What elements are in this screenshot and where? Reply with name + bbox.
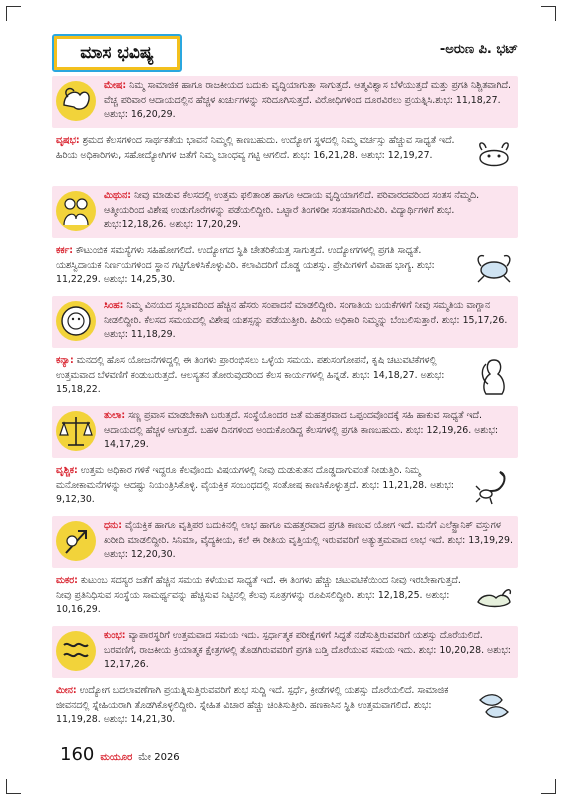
crab-icon: [472, 244, 516, 288]
forecast-text: ವೈಯಕ್ತಿಕ ಹಾಗೂ ವೃತ್ತಿಪರ ಬದುಕಿನಲ್ಲಿ ಲಾಭ ಹಾಗೂ ಮಹತ್ತರವಾದ ಪ್ರಗತಿ ಕಾಣುವ ಯೋಗ ಇದೆ. ಮನೆಗೆ ಎಲೆಕ್ಟ್ರಾನಿಕ್ ವಸ್ತುಗಳ ಖರೀದಿ ಮಾಡಲಿದ್ದೀರಿ. ಸಿನಿಮಾ, ವೈದ್ಯಕೀಯ, ಕಲೆ ಈ ರೀತಿಯ ವೃತ್ತಿಯಲ್ಲಿ ಇರುವವರಿಗೆ ಅತ್ಯುತ್ತಮವಾದ ಲಾಭ ಇದೆ. ಶುಭ: 13,19,29. ಅಶುಭ: 12,20,30.: [104, 520, 513, 561]
forecast-text: ನೀವು ಮಾಡುವ ಕೆಲಸದಲ್ಲಿ ಉತ್ತಮ ಫಲಿತಾಂಶ ಹಾಗೂ ಆದಾಯ ವೃದ್ಧಿಯಾಗಲಿದೆ. ಪರಿವಾರದವರಿಂದ ಸಂತಸ ನೆಮ್ಮದಿ. ಆತ್ಮೀಯರಿಂದ ವಿಶೇಷ ಉಡುಗೊರೆಗಳನ್ನು ಪಡೆಯಲಿದ್ದೀರಿ. ಒಟ್ಟಾರೆ ತಿಂಗಳಿಡೀ ಸಂತಸವಾಗಿರುವಿರಿ. ವಿದ್ಯಾರ್ಥಿಗಳಿಗೆ ಶುಭ. ಶುಭ:12,18,26. ಅಶುಭ: 17,20,29.: [104, 190, 480, 231]
entry-text: [104, 79, 514, 125]
twins-icon: [54, 189, 98, 233]
sign-name: ಕುಂಭ:: [104, 630, 126, 641]
crop-mark-top-right: [541, 6, 556, 21]
page-title: ಮಾಸ ಭವಿಷ್ಯ: [52, 34, 182, 72]
sign-name: ಸಿಂಹ:: [104, 300, 124, 311]
sign-name: ತುಲಾ:: [104, 410, 126, 421]
horoscope-entry: [52, 461, 518, 513]
entry-text: [104, 629, 514, 675]
forecast-text: ಉದ್ಯೋಗ ಬದಲಾವಣೆಗಾಗಿ ಪ್ರಯತ್ನಿಸುತ್ತಿರುವವರಿಗೆ ಶುಭ ಸುದ್ದಿ ಇದೆ. ಸ್ಪರ್ಧೆ, ಕ್ರೀಡೆಗಳಲ್ಲಿ ಯಶಸ್ಸು ದೊರೆಯಲಿದೆ. ಸಾಮಾಜಿಕ ಜೀವನದಲ್ಲಿ ಸ್ನೇಹಿಯರಾಗಿ ತೊಡಗಿಕೊಳ್ಳಲಿದ್ದೀರಿ. ಸ್ನೇಹಿತ ವಿಚಾರ ಹೆಚ್ಚು ಚಿಂತಿಸುತ್ತೀರಿ. ಹಣಕಾಸಿನ ಸ್ಥಿತಿ ಉತ್ತಮವಾಗಲಿದೆ. ಶುಭ: 11,19,28. ಅಶುಭ: 14,21,30.: [56, 685, 449, 726]
entry-text: [104, 519, 514, 565]
entry-text: [56, 574, 466, 620]
entry-text: [56, 464, 466, 510]
sign-name: ಮಿಥುನ:: [104, 190, 131, 201]
bull-icon: [472, 134, 516, 178]
sign-name: ಮಕರ:: [56, 575, 78, 586]
sign-name: ವೃಷಭ:: [56, 135, 80, 146]
horoscope-entry: [52, 571, 518, 623]
maiden-icon: [472, 354, 516, 398]
page-header: [52, 34, 518, 70]
page-number: 160: [60, 744, 95, 765]
horoscope-entry: [52, 76, 518, 128]
forecast-text: ನಿಮ್ಮ ವಿನಯದ ಸ್ವಭಾವದಿಂದ ಹೆಚ್ಚಿನ ಹೆಸರು ಸಂಪಾದನೆ ಮಾಡಲಿದ್ದೀರಿ. ಸಂಗಾತಿಯ ಬಯಕೆಗಳಿಗೆ ನೀವು ಸಮ್ಮತಿಯ ವಾಗ್ದಾನ ನೀಡಲಿದ್ದೀರಿ. ಕೆಲಸದ ಸಮಯದಲ್ಲಿ ವಿಶೇಷ ಯಶಸ್ಸನ್ನು ಪಡೆಯುತ್ತೀರಿ. ಹಿರಿಯ ಅಧಿಕಾರಿ ನಿಮ್ಮನ್ನು ಬೆಂಬಲಿಸುತ್ತಾರೆ. ಶುಭ: 15,17,26. ಅಶುಭ: 11,18,29.: [104, 300, 508, 341]
sign-name: ಮೇಷ:: [104, 80, 127, 91]
entry-text: [56, 354, 466, 400]
entry-text: [56, 244, 466, 290]
issue-month: ಮೇ 2026: [138, 752, 180, 763]
fish-icon: [472, 684, 516, 728]
forecast-text: ಕೌಟುಂಬಿಕ ಸಮಸ್ಯೆಗಳು ಸಹಿಹೋಗಲಿದೆ. ಉದ್ಯೋಗದ ಸ್ಥಿತಿ ಚೇತರಿಕೆಯತ್ತ ಸಾಗುತ್ತದೆ. ಉದ್ಯೋಗಗಳಲ್ಲಿ ಪ್ರಗತಿ ಸಾಧ್ಯತೆ. ಯಶಸ್ವಿದಾಯಕ ನಿರ್ಣಯಗಳಿಂದ ಸ್ಥಾನ ಗಟ್ಟಿಗೊಳಿಸಿಕೊಳ್ಳುವಿರಿ. ಕಲಾವಿದರಿಗೆ ದೊಡ್ಡ ಯಶಸ್ಸು. ಪ್ರೇಮಿಗಳಿಗೆ ವಿವಾಹ ಭಾಗ್ಯ. ಶುಭ: 11,22,29. ಅಶುಭ: 14,25,30.: [56, 245, 435, 286]
horoscope-entry: [52, 681, 518, 733]
archer-icon: [54, 519, 98, 563]
crop-mark-top-left: [6, 6, 21, 21]
sign-name: ಮೀನ:: [56, 685, 77, 696]
ram-icon: [54, 79, 98, 123]
lion-icon: [54, 299, 98, 343]
horoscope-entry: [52, 241, 518, 293]
author-byline: -ಅರುಣ ಪಿ. ಭಟ್: [439, 42, 518, 57]
horoscope-entry: [52, 186, 518, 238]
horoscope-entry: [52, 296, 518, 348]
water-bearer-icon: [54, 629, 98, 673]
forecast-text: ವ್ಯಾಪಾರಸ್ಥರಿಗೆ ಉತ್ತಮವಾದ ಸಮಯ ಇದು. ಸ್ಪರ್ಧಾತ್ಮಕ ಪರೀಕ್ಷೆಗಳಿಗೆ ಸಿದ್ಧತೆ ನಡೆಸುತ್ತಿರುವವರಿಗೆ ಯಶಸ್ಸು ದೊರೆಯಲಿದೆ. ಬರವಣಿಗೆ, ರಾಜಕೀಯ ಕ್ರಿಯಾತ್ಮಕ ಕ್ಷೇತ್ರಗಳಲ್ಲಿ ತೊಡಗಿರುವವರಿಗೆ ಪ್ರಗತಿ ಬಡ್ತಿ ದೊರೆಯುವ ಸಮಯ ಇದು. ಶುಭ: 10,20,28. ಅಶುಭ: 12,17,26.: [104, 630, 511, 671]
crop-mark-bottom-right: [541, 779, 556, 794]
forecast-text: ಉತ್ತಮ ಅಧಿಕಾರ ಗಳಿಕೆ ಇದ್ದರೂ ಕೆಲವೊಂದು ವಿಷಯಗಳಲ್ಲಿ ನೀವು ದುಡುಕುತನ ದೊಡ್ಡದಾಗುವಂತೆ ನೀಡುತ್ತಿರಿ. ನಿಮ್ಮ ಮನೋಕಾಮನೆಗಳನ್ನು ಆದಷ್ಟು ನಿಯಂತ್ರಿಸಿಕೊಳ್ಳಿ. ವೈಯಕ್ತಿಕ ಸಂಬಂಧದಲ್ಲಿ ಸಂತೋಷ ಕಾಣಸಿಕೊಳ್ಳುತ್ತದೆ. ಶುಭ: 11,21,28. ಅಶುಭ: 9,12,30.: [56, 465, 454, 506]
forecast-text: ನಿಮ್ಮ ಸಾಮಾಜಿಕ ಹಾಗೂ ರಾಜಕೀಯದ ಬದುಕು ವೃದ್ಧಿಯಾಗುತ್ತಾ ಸಾಗುತ್ತದೆ. ಆತ್ಮವಿಶ್ವಾಸ ಬೆಳೆಯುತ್ತದೆ ಮತ್ತು ಪ್ರಗತಿ ನಿಶ್ಚಿತವಾಗಿದೆ. ವೆಚ್ಚ ಪರಿವಾರ ಆದಾಯದಲ್ಲಿನ ಹೆಚ್ಚಳ ಖರ್ಚುಗಳನ್ನು ಸರಿದೂಗಿಸುತ್ತದೆ. ವಿರೋಧಿಗಳಿಂದ ದೂರವಿರಲು ಪ್ರಯತ್ನಿಸಿ.ಶುಭ: 11,18,27. ಅಶುಭ: 16,20,29.: [104, 80, 512, 121]
horoscope-entry: [52, 131, 518, 183]
page-footer: [60, 744, 180, 768]
forecast-text: ಸಣ್ಣ ಪ್ರವಾಸ ಮಾಡಬೇಕಾಗಿ ಬರುತ್ತದೆ. ಸಂಸ್ಥೆಯೊಂದರ ಜತೆ ಮಹತ್ತರವಾದ ಒಪ್ಪಂದವೊಂದಕ್ಕೆ ಸಹಿ ಹಾಕುವ ಸಾಧ್ಯತೆ ಇದೆ. ಆದಾಯದಲ್ಲಿ ಹೆಚ್ಚಳ ಆಗುತ್ತದೆ. ಬಹಳ ದಿನಗಳಿಂದ ಅಂದುಕೊಂಡಿದ್ದ ಕೆಲಸಗಳಲ್ಲಿ ಪ್ರಗತಿ ಕಾಣಬಹುದು. ಶುಭ: 12,19,26. ಅಶುಭ: 14,17,29.: [104, 410, 499, 451]
sign-name: ಕರ್ಕ:: [56, 245, 74, 256]
forecast-text: ಮನದಲ್ಲಿ ಹೊಸ ಯೋಜನೆಗಳಿದ್ದಲ್ಲಿ ಈ ತಿಂಗಳು ಪ್ರಾರಂಭಿಸಲು ಒಳ್ಳೆಯ ಸಮಯ. ಪಶುಸಂಗೋಪನೆ, ಕೃಷಿ ಚಟುವಟಿಕೆಗಳಲ್ಲಿ ಉತ್ತಮವಾದ ಬೆಳವಣಿಗೆ ಕಂಡುಬರುತ್ತದೆ. ಆಲಸ್ಯತನ ತೋರುವುದರಿಂದ ಕೆಲಸ ಕಾರ್ಯಗಳಲ್ಲಿ ಹಿನ್ನಡೆ. ಶುಭ: 14,18,27. ಅಶುಭ: 15,18,22.: [56, 355, 445, 396]
magazine-name: ಮಯೂರ: [100, 752, 133, 763]
entry-text: [104, 299, 514, 345]
entry-text: [104, 409, 514, 455]
scorpion-icon: [472, 464, 516, 508]
entry-text: [56, 684, 466, 730]
entry-text: [56, 134, 466, 180]
goat-icon: [472, 574, 516, 618]
scales-icon: [54, 409, 98, 453]
crop-mark-bottom-left: [6, 779, 21, 794]
sign-name: ಧನು:: [104, 520, 122, 531]
horoscope-entry: [52, 406, 518, 458]
forecast-text: ಕುಟುಂಬ ಸದಸ್ಯರ ಜತೆಗೆ ಹೆಚ್ಚಿನ ಸಮಯ ಕಳೆಯುವ ಸಾಧ್ಯತೆ ಇದೆ. ಈ ತಿಂಗಳು ಹೆಚ್ಚು ಚಟುವಟಿಕೆಯಿಂದ ನೀವು ಇರಬೇಕಾಗುತ್ತದೆ. ನೀವು ಪ್ರತಿನಿಧಿಸುವ ಸಂಸ್ಥೆಯ ಸಾಮರ್ಥ್ಯವನ್ನು ಹೆಚ್ಚಿಸುವ ನಿಟ್ಟಿನಲ್ಲಿ ಕೆಲವು ಸೂತ್ರಗಳನ್ನು ರೂಪಿಸಲಿದ್ದೀರಿ. ಶುಭ: 12,18,25. ಅಶುಭ: 10,16,29.: [56, 575, 461, 616]
entry-text: [104, 189, 514, 235]
sign-name: ಕನ್ಯಾ:: [56, 355, 74, 366]
horoscope-entry: [52, 351, 518, 403]
forecast-text: ಶ್ರಮದ ಕೆಲಸಗಳಿಂದ ಸಾರ್ಥಕತೆಯ ಭಾವನೆ ನಿಮ್ಮಲ್ಲಿ ಕಾಣಬಹುದು. ಉದ್ಯೋಗ ಸ್ಥಳದಲ್ಲಿ ನಿಮ್ಮ ವರ್ಚಸ್ಸು ಹೆಚ್ಚುವ ಸಾಧ್ಯತೆ ಇದೆ. ಹಿರಿಯ ಅಧಿಕಾರಿಗಳು, ಸಹೋದ್ಯೋಗಿಗಳ ಜತೆಗೆ ನಿಮ್ಮ ಬಾಂಧವ್ಯ ಗಟ್ಟಿ ಆಗಲಿದೆ. ಶುಭ: 16,21,28. ಅಶುಭ: 12,19,27.: [56, 135, 455, 161]
horoscope-entry: [52, 516, 518, 568]
sign-name: ವೃಶ್ಚಿಕ:: [56, 465, 78, 476]
horoscope-entry: [52, 626, 518, 678]
horoscope-list: [52, 76, 518, 736]
